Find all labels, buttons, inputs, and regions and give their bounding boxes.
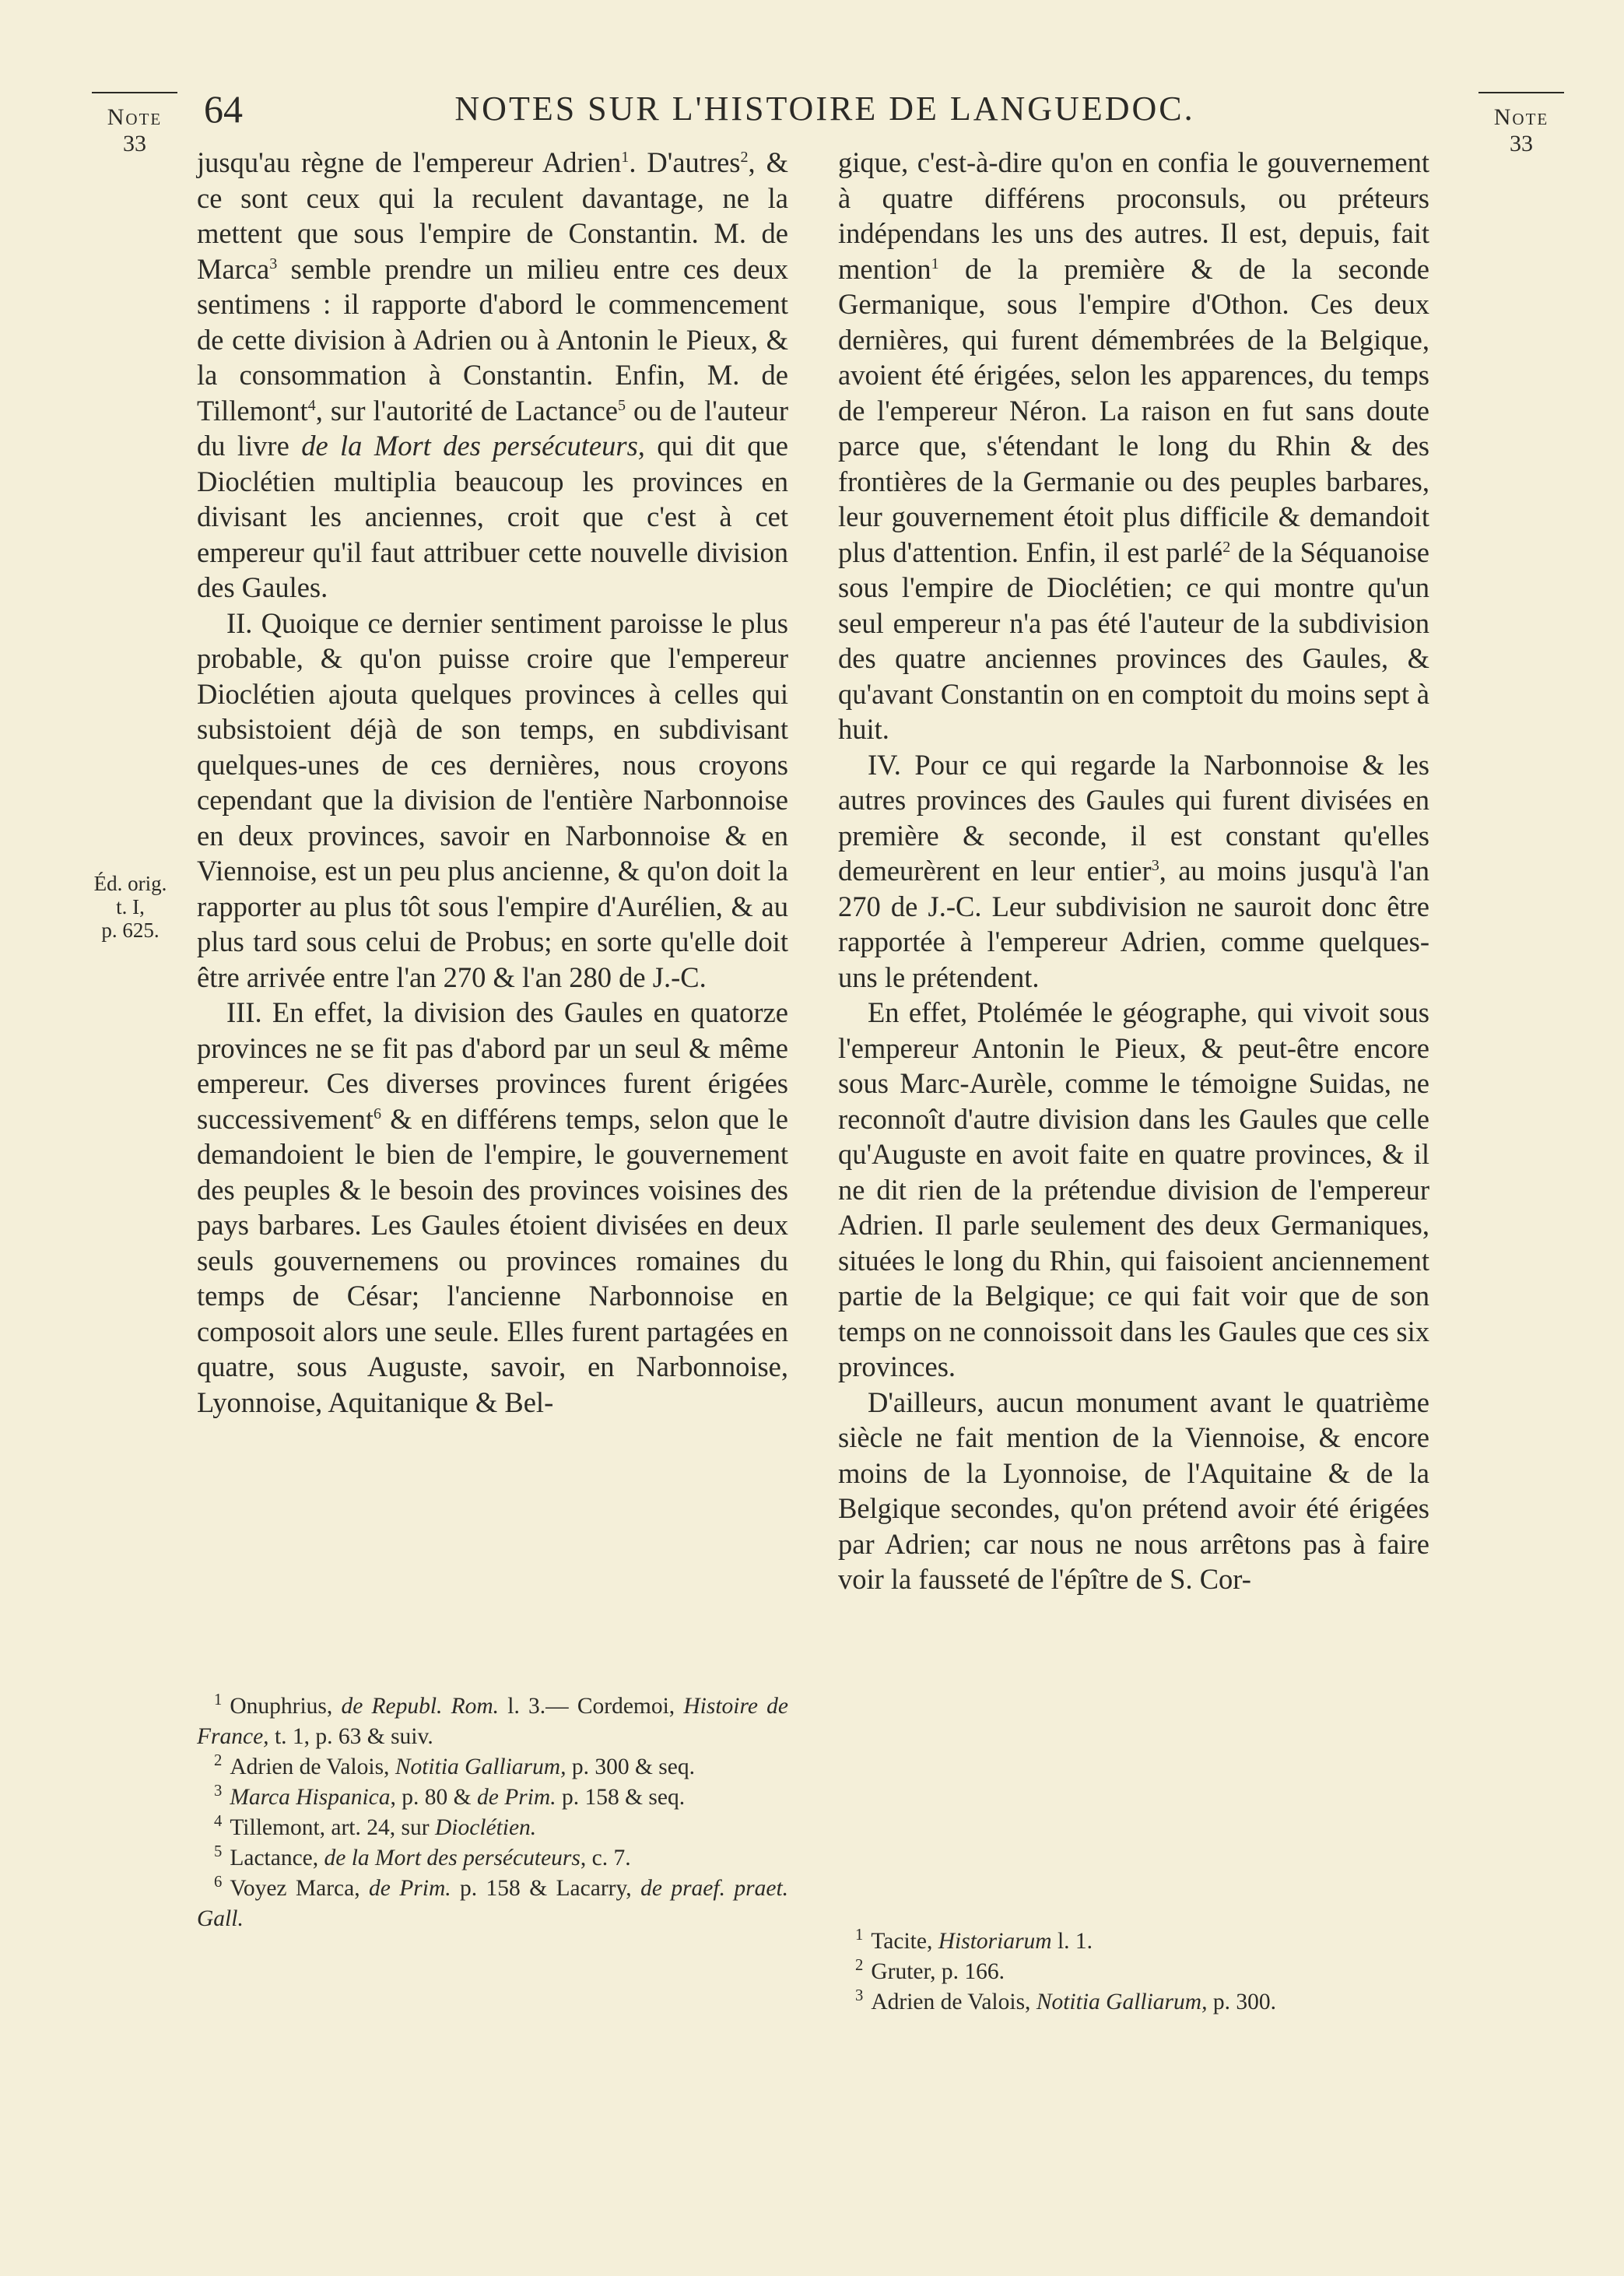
footnote: $^6$ Voyez Marca, de Prim. p. 158 & Lacarry, de praef. praet. Gall. — [197, 1874, 789, 1931]
margin-edition-note — [82, 872, 179, 942]
footnote-ref: 1 — [621, 148, 630, 166]
margin-line: Éd. orig. — [93, 872, 167, 895]
footnote: $^2$ Adrien de Valois, Notitia Galliarum, p. 300 & seq. — [214, 1752, 695, 1779]
footnote-ref: 2 — [740, 148, 749, 166]
note-rule — [92, 92, 177, 93]
footnote-ref: 3 — [1151, 856, 1159, 874]
margin-line: t. I, — [116, 895, 145, 918]
paragraph: En effet, Ptolémée le géographe, qui vivoit sous l'empereur Antonin le Pieux, & peut-être encore sous Marc-Aurèle, comme le témoigne Suidas, ne reconnoît d'autre division dans les Gaules que celle qu'Auguste en avoit faite en quatre provinces, & il ne dit rien de la prétendue division de l'empereur Adrien. Il parle seulement des deux Germaniques, situées le long du Rhin, qui faisoient anciennement partie de la Belgique; ce qui fait voir que de son temps on ne connoissoit dans les Gaules que ces six provinces. — [838, 996, 1429, 1382]
note-number: 33 — [1510, 131, 1533, 156]
footnote-ref: 3 — [269, 255, 278, 272]
note-label: Note — [1493, 104, 1549, 130]
margin-line: p. 625. — [101, 918, 160, 942]
paragraph: gique, c'est-à-dire qu'on en confia le gouvernement à quatre différens proconsuls, ou préteurs indépendans les uns des autres. Il est, depuis, fait mention$^1$ de la première & de la seconde Germanique, sous l'empire d'Othon. Ces deux dernières, qui furent démembrées de la Belgique, avoient été érigées, selon les apparences, du temps de l'empereur Néron. La raison en fut sans doute parce que, s'étendant le long du Rhin & des frontières de la Germanie ou des peuples barbares, leur gouvernement étoit plus difficile & demandoit plus d'attention. Enfin, il est parlé$^2$ de la Séquanoise sous l'empire de Dioclétien; ce qui montre qu'un seul empereur n'a pas été l'auteur de la subdivision des quatre anciennes provinces des Gaules, & qu'avant Constantin on en comptoit du moins sept à huit. — [838, 146, 1429, 745]
footnote: $^1$ Tacite, Historiarum l. 1. — [855, 1927, 1093, 1954]
footnote-ref: 6 — [374, 1105, 382, 1122]
note-marker-right — [1478, 92, 1564, 157]
footnote-ref: 4 — [307, 396, 316, 414]
note-number: 33 — [123, 131, 146, 156]
paragraph: II. Quoique ce dernier sentiment paroisse le plus probable, & qu'on puisse croire que l'empereur Dioclétien ajouta quelques provinces à celles qui subsistoient déjà de son temps, en subdivisant quelques-unes de ces dernières, nous croyons cependant que la division de l'entière Narbonnoise en deux provinces, savoir en Narbonnoise & en Viennoise, est un peu plus ancienne, & qu'on doit la rapporter au plus tôt sous l'empire d'Aurélien, & au plus tard sous celui de Probus; en sorte qu'elle doit être arrivée entre l'an 270 & l'an 280 de J.-C. — [197, 606, 788, 993]
note-marker-left — [92, 92, 177, 157]
paragraph: III. En effet, la division des Gaules en quatorze provinces ne se fit pas d'abord par un seul & même empereur. Ces diverses provinces furent érigées successivement$^6$ & en différens temps, selon que le demandoient le bien de l'empire, le gouvernement des peuples & le besoin des provinces voisines des pays barbares. Les Gaules étoient divisées en deux seuls gouvernemens ou provinces romaines du temps de César; l'ancienne Narbonnoise en composoit alors une seule. Elles furent partagées en quatre, sous Auguste, savoir, en Narbonnoise, Lyonnoise, Aquitanique & Bel- — [197, 996, 788, 1418]
footnotes-right — [838, 1927, 1429, 2018]
note-label: Note — [107, 104, 163, 130]
footnote-ref: 5 — [617, 396, 626, 414]
paragraph: IV. Pour ce qui regarde la Narbonnoise & les autres provinces des Gaules qui furent divisées en première & seconde, il est constant qu'elles demeurèrent en leur entier$^3$, au moins jusqu'à l'an 270 de J.-C. Leur subdivision ne sauroit donc être rapportée à l'empereur Adrien, comme quelques-uns le prétendent. — [838, 748, 1429, 993]
footnote: $^5$ Lactance, de la Mort des persécuteurs, c. 7. — [214, 1843, 631, 1870]
footnote: $^3$ Marca Hispanica, p. 80 & de Prim. p. 158 & seq. — [214, 1783, 686, 1810]
footnote: $^4$ Tillemont, art. 24, sur Dioclétien. — [214, 1813, 537, 1840]
paragraph: jusqu'au règne de l'empereur Adrien$^1$. D'autres$^2$, & ce sont ceux qui la reculent davantage, ne la mettent que sous l'empire de Constantin. M. de Marca$^3$ semble prendre un milieu entre ces deux sentimens : il rapporte d'abord le commencement de cette division à Adrien ou à Antonin le Pieux, & la consommation à Constantin. Enfin, M. de Tillemont$^4$, sur l'autorité de Lactance$^5$ ou de l'auteur du livre de la Mort des persécuteurs, qui dit que Dioclétien multiplia beaucoup les provinces en divisant les anciennes, croit que c'est à cet empereur qu'il faut attribuer cette nouvelle division des Gaules. — [197, 146, 788, 603]
right-column — [838, 145, 1429, 1597]
paragraph: D'ailleurs, aucun monument avant le quatrième siècle ne fait mention de la Viennoise, & encore moins de la Lyonnoise, de l'Aquitaine & de la Belgique secondes, qu'on prétend avoir été érigées par Adrien; car nous ne nous arrêtons pas à faire voir la fausseté de l'épître de S. Cor- — [838, 1386, 1429, 1595]
footnotes-left — [197, 1691, 788, 1934]
footnote-ref: 2 — [1222, 538, 1231, 556]
page-title: NOTES SUR L'HISTOIRE DE LANGUEDOC. — [454, 90, 1195, 128]
footnote: $^3$ Adrien de Valois, Notitia Galliarum, p. 300. — [855, 1987, 1276, 2014]
footnote: $^2$ Gruter, p. 166. — [855, 1957, 1005, 1984]
footnote-ref: 1 — [931, 255, 939, 272]
running-header — [195, 86, 1455, 132]
footnote: $^1$ Onuphrius, de Republ. Rom. l. 3.— Cordemoi, Histoire de France, t. 1, p. 63 & suiv. — [197, 1691, 789, 1749]
left-column — [197, 145, 788, 1420]
note-rule — [1478, 92, 1564, 93]
page-number: 64 — [204, 87, 243, 131]
